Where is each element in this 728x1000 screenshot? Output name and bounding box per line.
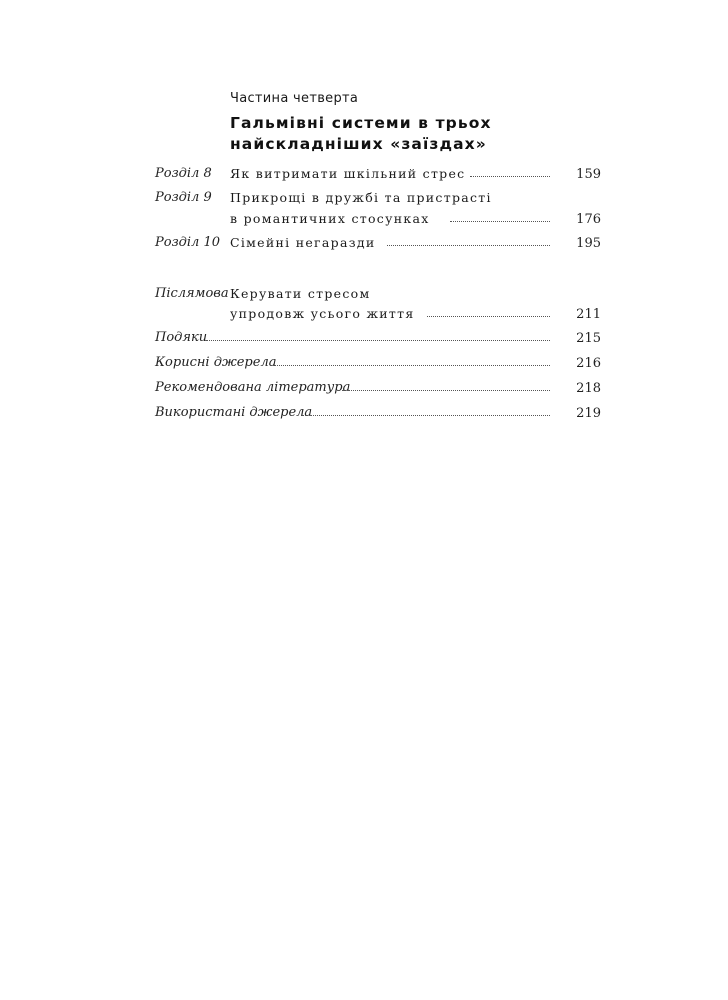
dot-leader [206, 340, 550, 341]
dot-leader [270, 365, 550, 366]
back-matter-label: Корисні джерела [155, 355, 277, 370]
chapter-title-line-2: в романтичних стосунках [230, 211, 430, 226]
back-matter-label: Використані джерела [155, 405, 313, 420]
back-matter-label: Рекомендована література [155, 380, 351, 395]
dot-leader [427, 316, 550, 317]
chapter-title-line-1: Прикрощі в дружбі та пристрасті [230, 190, 492, 205]
chapter-label: Розділ 9 [155, 190, 212, 205]
dot-leader [387, 245, 550, 246]
page-number: 176 [576, 212, 601, 227]
part-title [230, 113, 492, 155]
page-number: 215 [576, 331, 601, 346]
afterword-title-line-2: упродовж усього життя [230, 306, 415, 321]
part-title-line-2: найскладніших «заїздах» [230, 135, 487, 153]
chapter-title: Як витримати шкільний стрес [230, 166, 466, 181]
page-number: 218 [576, 381, 601, 396]
chapter-label: Розділ 10 [155, 235, 221, 250]
afterword-label: Післямова [155, 286, 229, 301]
page-number: 219 [576, 406, 601, 421]
chapter-title: Сімейні негаразди [230, 235, 376, 250]
afterword-title-line-1: Керувати стресом [230, 286, 371, 301]
part-label: Частина четверта [230, 91, 359, 106]
chapter-label: Розділ 8 [155, 166, 212, 181]
dot-leader [470, 176, 550, 177]
page-number: 195 [576, 236, 601, 251]
page-number: 211 [576, 307, 601, 322]
dot-leader [450, 221, 550, 222]
dot-leader [342, 390, 550, 391]
page-number: 159 [576, 167, 601, 182]
back-matter-label: Подяки [155, 330, 208, 345]
dot-leader [302, 415, 550, 416]
page-number: 216 [576, 356, 601, 371]
part-title-line-1: Гальмівні системи в трьох [230, 114, 492, 132]
